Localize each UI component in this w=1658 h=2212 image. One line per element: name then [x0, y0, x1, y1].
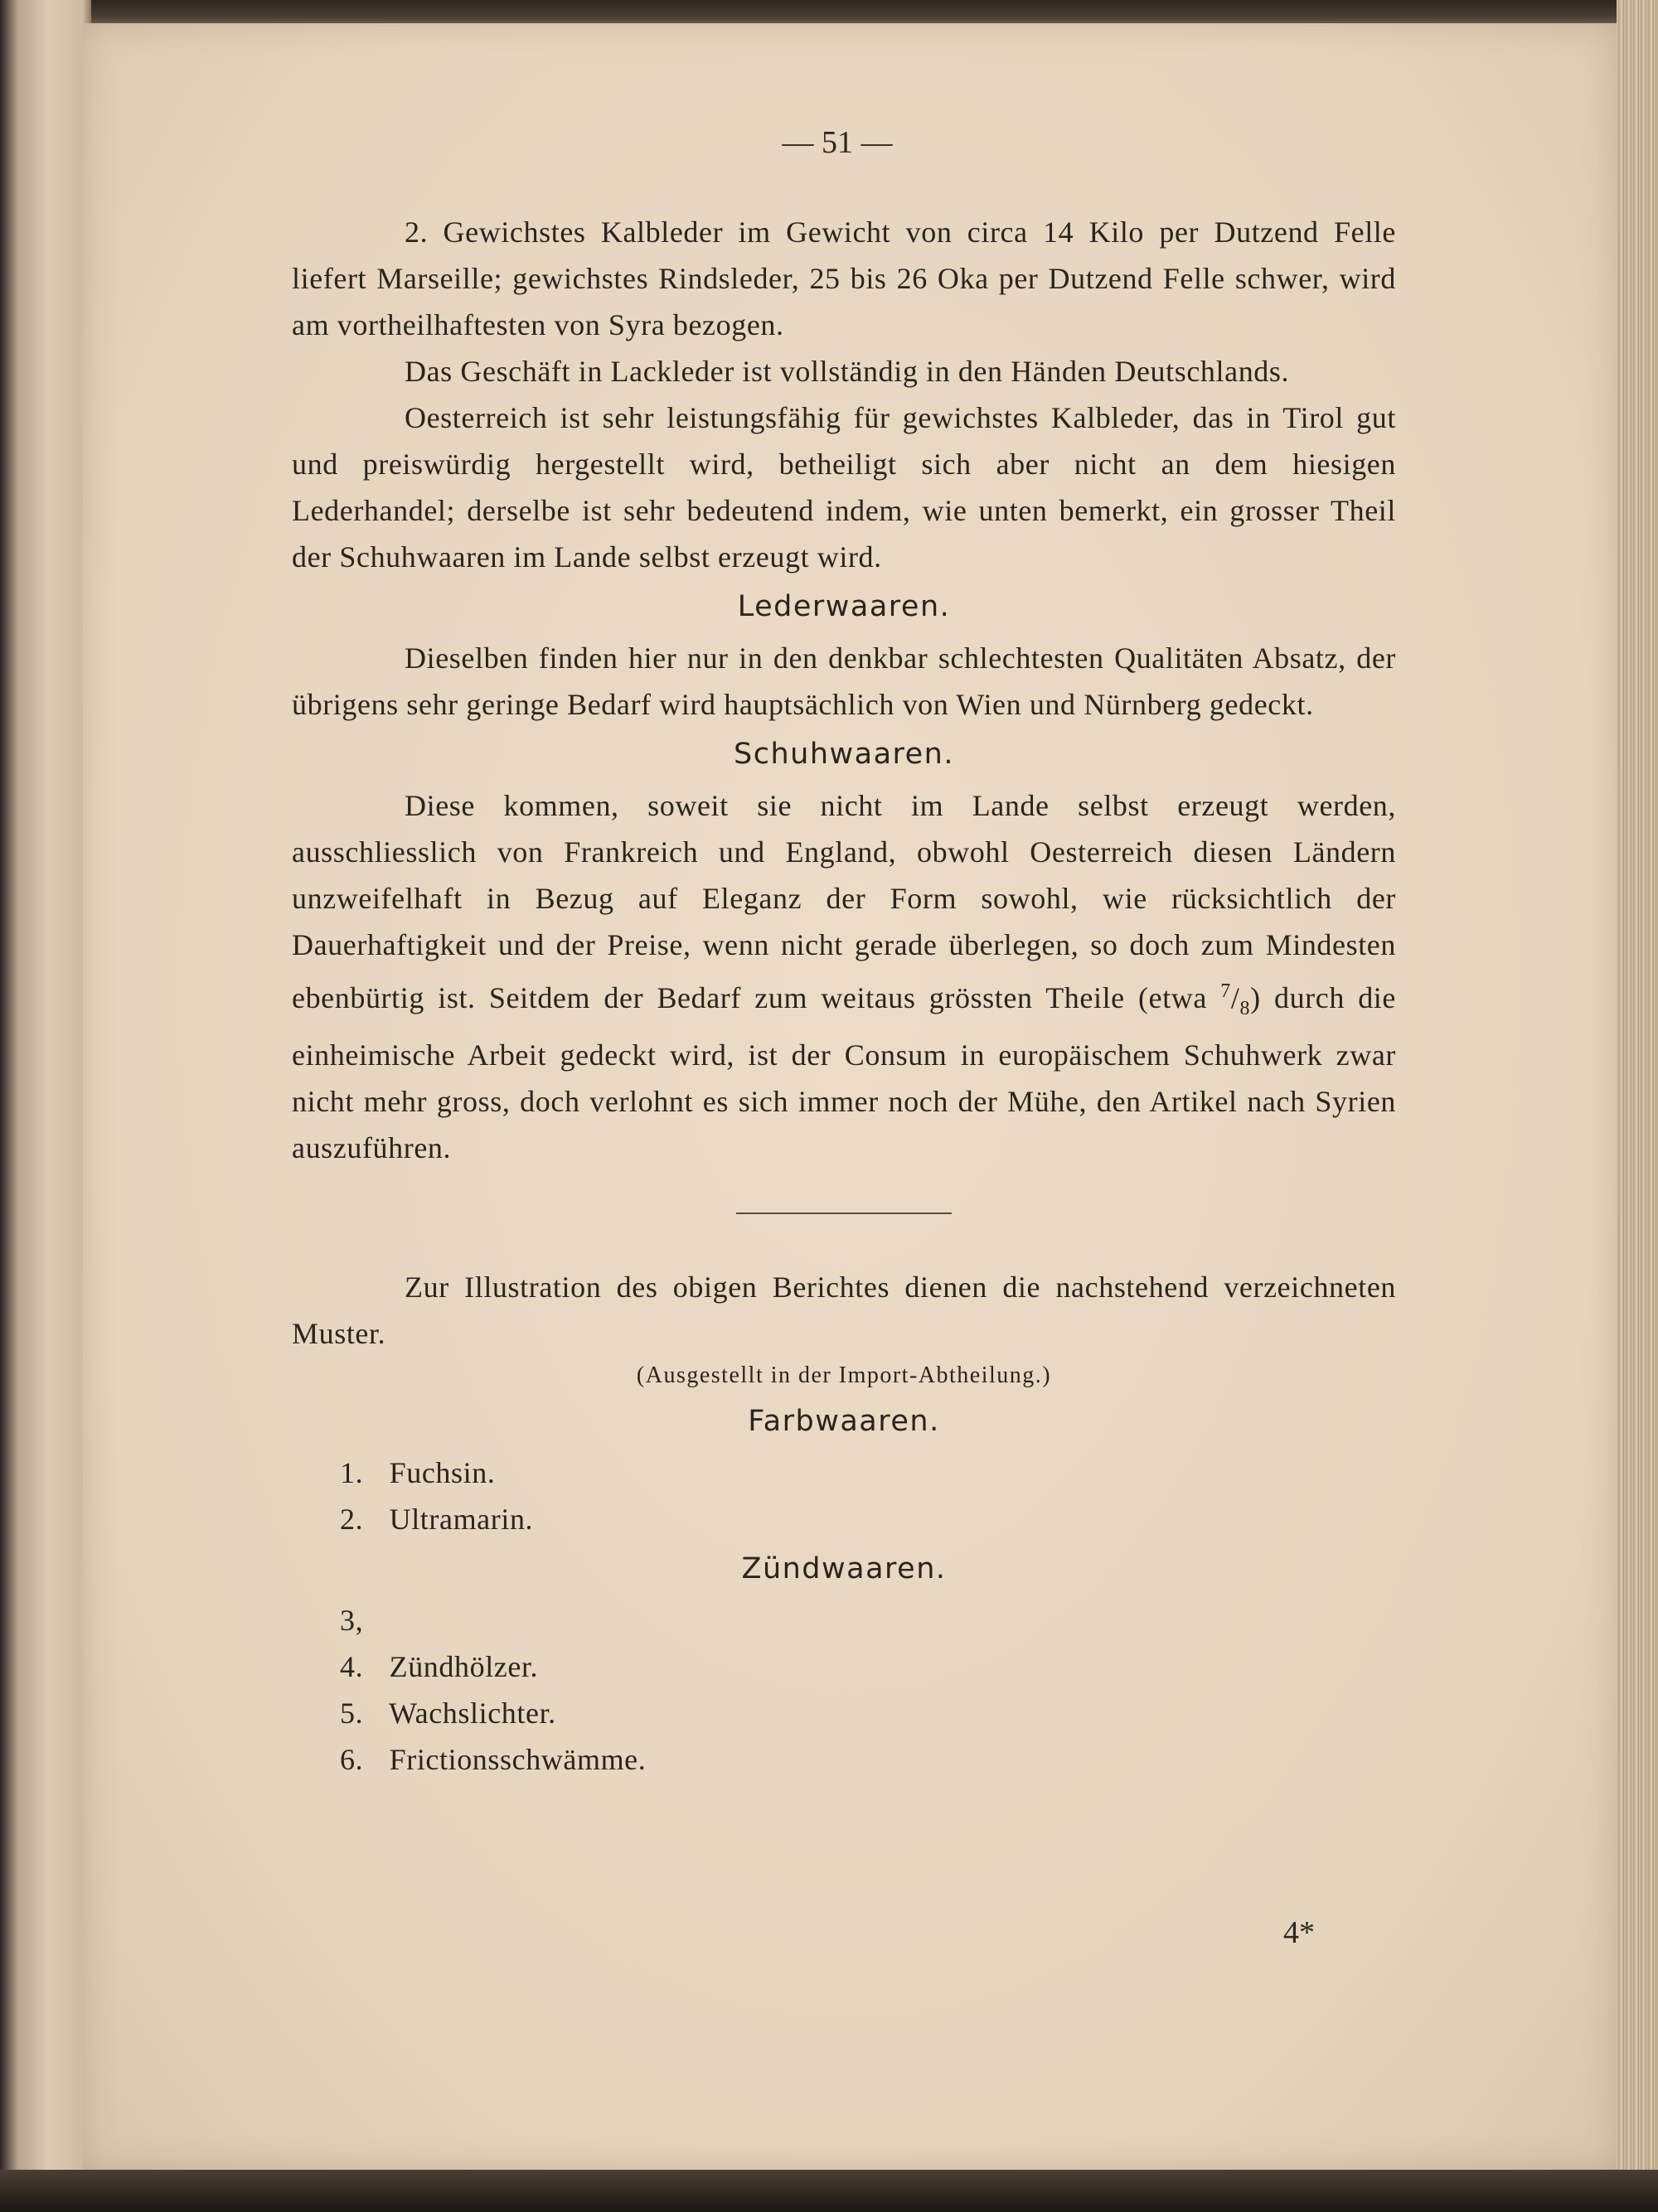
- heading-farbwaaren: Farbwaaren.: [748, 1405, 940, 1439]
- item-number: 5.: [340, 1697, 364, 1730]
- section-divider: [736, 1212, 952, 1214]
- paragraph-patent-leather: Das Geschäft in Lackleder ist vollständig in den Händen Deutschlands.: [405, 355, 1290, 388]
- appendix-intro: Zur Illustration des obigen Berichtes dienen die nachstehend verzeichneten Muster.: [292, 1271, 1396, 1351]
- paragraph-schuhwaaren-part2: ) durch die einheimische Arbeit gedeckt wird, ist der Consum in europäischem Schuhwerk zwar nicht mehr gross, doch verlohnt es sich immer noch der Mühe, den Artikel nach Syrien auszuführen.: [292, 981, 1396, 1165]
- list-item: [340, 1496, 1396, 1542]
- list-item: [340, 1690, 1396, 1736]
- paragraph-schuhwaaren: Diese kommen, soweit sie nicht im Lande selbst erzeugt werden, ausschliesslich von Frankreich und England, obwohl Oesterreich diesen Ländern unzweifelhaft in Bezug auf Eleganz der Form sowohl, wie rücksichtlich der Dauerhaftigkeit und der Preise, wenn nicht gerade überlegen, so doch zum Mindesten ebenbürtig ist. Seitdem der Bedarf zum weitaus grössten Theile (etwa $^7/_8$) durch die einheimische Arbeit gedeckt wird, ist der Consum in europäischem Schuhwerk zwar nicht mehr gross, doch verlohnt es sich immer noch der Mühe, den Artikel nach Syrien auszuführen.: [292, 789, 1396, 1165]
- book-bottom-edge: [0, 2170, 1658, 2212]
- item-number: 3, 4.: [340, 1604, 364, 1684]
- item-text: Zündhölzer.: [389, 1650, 539, 1684]
- paragraph-schuhwaaren-part1: Diese kommen, soweit sie nicht im Lande selbst erzeugt werden, ausschliesslich von Frankreich und England, obwohl Oesterreich diesen Ländern unzweifelhaft in Bezug auf Eleganz der Form sowohl, wie rücksichtlich der Dauerhaftigkeit und der Preise, wenn nicht gerade überlegen, so doch zum Mindesten ebenbürtig ist. Seitdem der Bedarf zum weitaus grössten Theile (etwa: [292, 789, 1396, 1014]
- heading-zuendwaaren: Zündwaaren.: [741, 1552, 947, 1586]
- item-number: 2.: [340, 1503, 364, 1537]
- heading-lederwaaren: Lederwaaren.: [737, 590, 951, 623]
- appendix-note: (Ausgestellt in der Import-Abtheilung.): [636, 1363, 1052, 1389]
- page-number: — 51 —: [782, 125, 893, 160]
- item-number: 6.: [340, 1743, 364, 1777]
- paragraph-leather-sources: 2. Gewichstes Kalbleder im Gewicht von circa 14 Kilo per Dutzend Felle liefert Marseille; gewichstes Rindsleder, 25 bis 26 Oka per Dutzend Felle schwer, wird am vortheilhaftesten von Syra bezogen.: [292, 215, 1396, 341]
- item-text: Frictionsschwämme.: [389, 1743, 647, 1777]
- list-item: [340, 1736, 1396, 1783]
- signature-mark: 4*: [1283, 1915, 1315, 1950]
- book-spine-edge: [0, 0, 91, 2212]
- heading-schuhwaaren: Schuhwaaren.: [734, 738, 954, 771]
- list-item: [340, 1597, 1396, 1690]
- item-text: Fuchsin.: [389, 1456, 496, 1490]
- zuendwaaren-list: [292, 1597, 1396, 1783]
- fraction-numerator: 7: [1220, 980, 1231, 1002]
- item-number: 1.: [340, 1456, 364, 1490]
- item-text: Wachslichter.: [388, 1697, 556, 1730]
- paragraph-austria: Oesterreich ist sehr leistungsfähig für gewichstes Kalbleder, das in Tirol gut und preiswürdig hergestellt wird, betheiligt sich aber nicht an dem hiesigen Lederhandel; derselbe ist sehr bedeutend indem, wie unten bemerkt, ein grosser Theil der Schuhwaaren im Lande selbst erzeugt wird.: [292, 401, 1396, 574]
- farbwaaren-list: [292, 1450, 1396, 1542]
- paragraph-lederwaaren: Dieselben finden hier nur in den denkbar schlechtesten Qualitäten Absatz, der übrigens sehr geringe Bedarf wird hauptsächlich von Wien und Nürnberg gedeckt.: [292, 641, 1396, 721]
- text-column: [292, 209, 1396, 1783]
- item-text: Ultramarin.: [389, 1503, 534, 1537]
- fraction-denominator: 8: [1239, 998, 1251, 1020]
- page-stack-edge: [1617, 0, 1658, 2212]
- list-item: [340, 1450, 1396, 1496]
